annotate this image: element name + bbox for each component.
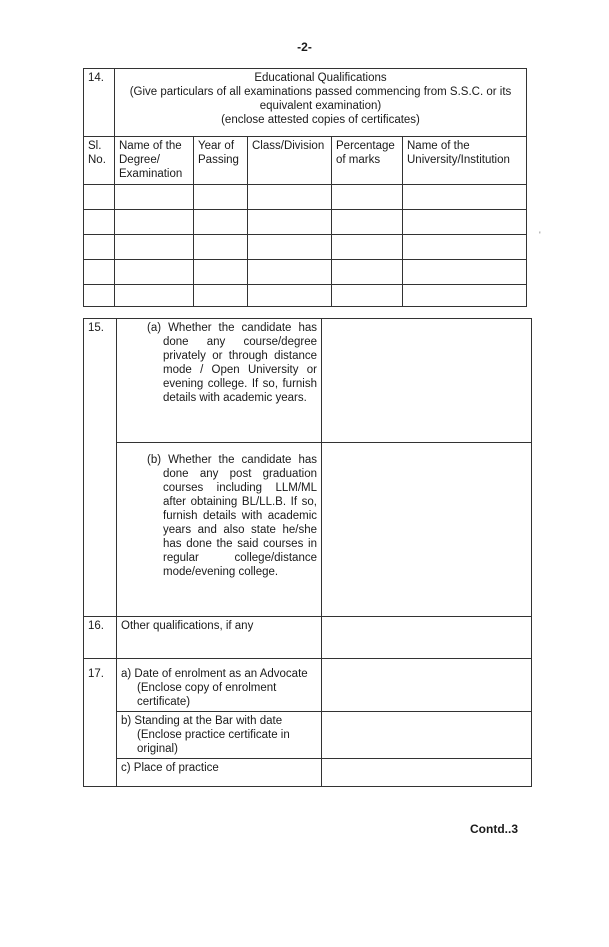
- section-14-title: Educational Qualifications: [254, 72, 387, 84]
- section-14-subtitle-1: (Give particulars of all examinations passed commencing from S.S.C. or its: [129, 86, 512, 98]
- stray-mark: ': [539, 230, 541, 240]
- col-header-class: Class/Division: [248, 137, 332, 185]
- section-15a-answer[interactable]: [322, 319, 532, 443]
- section-14-number: 14.: [84, 69, 115, 137]
- section-15-number: 15.: [84, 319, 117, 617]
- section-17-number: 17.: [84, 659, 117, 787]
- section-17b-text: b) Standing at the Bar with date (Enclose practice certificate in original): [121, 715, 290, 755]
- section-17a-answer[interactable]: [322, 659, 532, 712]
- qualifications-details-table: [83, 318, 532, 787]
- section-16-number: 16.: [84, 617, 117, 659]
- column-header-row: [84, 137, 527, 185]
- section-15b-question: [117, 443, 322, 617]
- table-row[interactable]: [84, 285, 527, 307]
- table-row[interactable]: [84, 185, 527, 210]
- section-15a-text: Whether the candidate has done any course/degree privately or through distance mode / Open University or evening college. If so, furnish details with academic years.: [163, 322, 317, 404]
- table-row[interactable]: [84, 235, 527, 260]
- table-row[interactable]: [84, 260, 527, 285]
- educational-qualifications-table: [83, 68, 527, 307]
- section-17b-answer[interactable]: [322, 712, 532, 759]
- section-15b-text: Whether the candidate has done any post graduation courses including LLM/ML after obtaining BL/LL.B. If so, furnish details with academic years and also state he/she has done the said courses in regular college/distance mode/evening college.: [163, 454, 317, 578]
- section-17c-answer[interactable]: [322, 759, 532, 787]
- section-14-subtitle-2: equivalent examination): [259, 100, 382, 112]
- section-16-answer[interactable]: [322, 617, 532, 659]
- table-row[interactable]: [84, 210, 527, 235]
- col-header-degree: Name of the Degree/ Examination: [115, 137, 194, 185]
- col-header-percentage: Percentage of marks: [332, 137, 403, 185]
- section-16-question: Other qualifications, if any: [117, 617, 322, 659]
- section-17b-question: [117, 712, 322, 759]
- section-17a-question: [117, 659, 322, 712]
- col-header-university: Name of the University/Institution: [403, 137, 527, 185]
- section-15a-question: [117, 319, 322, 443]
- section-17a-text: a) Date of enrolment as an Advocate (Enclose copy of enrolment certificate): [121, 668, 308, 708]
- col-header-year: Year of Passing: [194, 137, 248, 185]
- section-14-heading: [115, 69, 527, 137]
- section-14-subtitle-3: (enclose attested copies of certificates): [221, 114, 420, 126]
- continued-marker: Contd..3: [470, 822, 518, 836]
- col-header-sl-no: Sl. No.: [84, 137, 115, 185]
- section-15b-answer[interactable]: [322, 443, 532, 617]
- page-number: -2-: [297, 40, 312, 54]
- section-15b-label: (b): [147, 454, 162, 466]
- section-15a-label: (a): [147, 322, 162, 334]
- section-17c-question: c) Place of practice: [117, 759, 322, 787]
